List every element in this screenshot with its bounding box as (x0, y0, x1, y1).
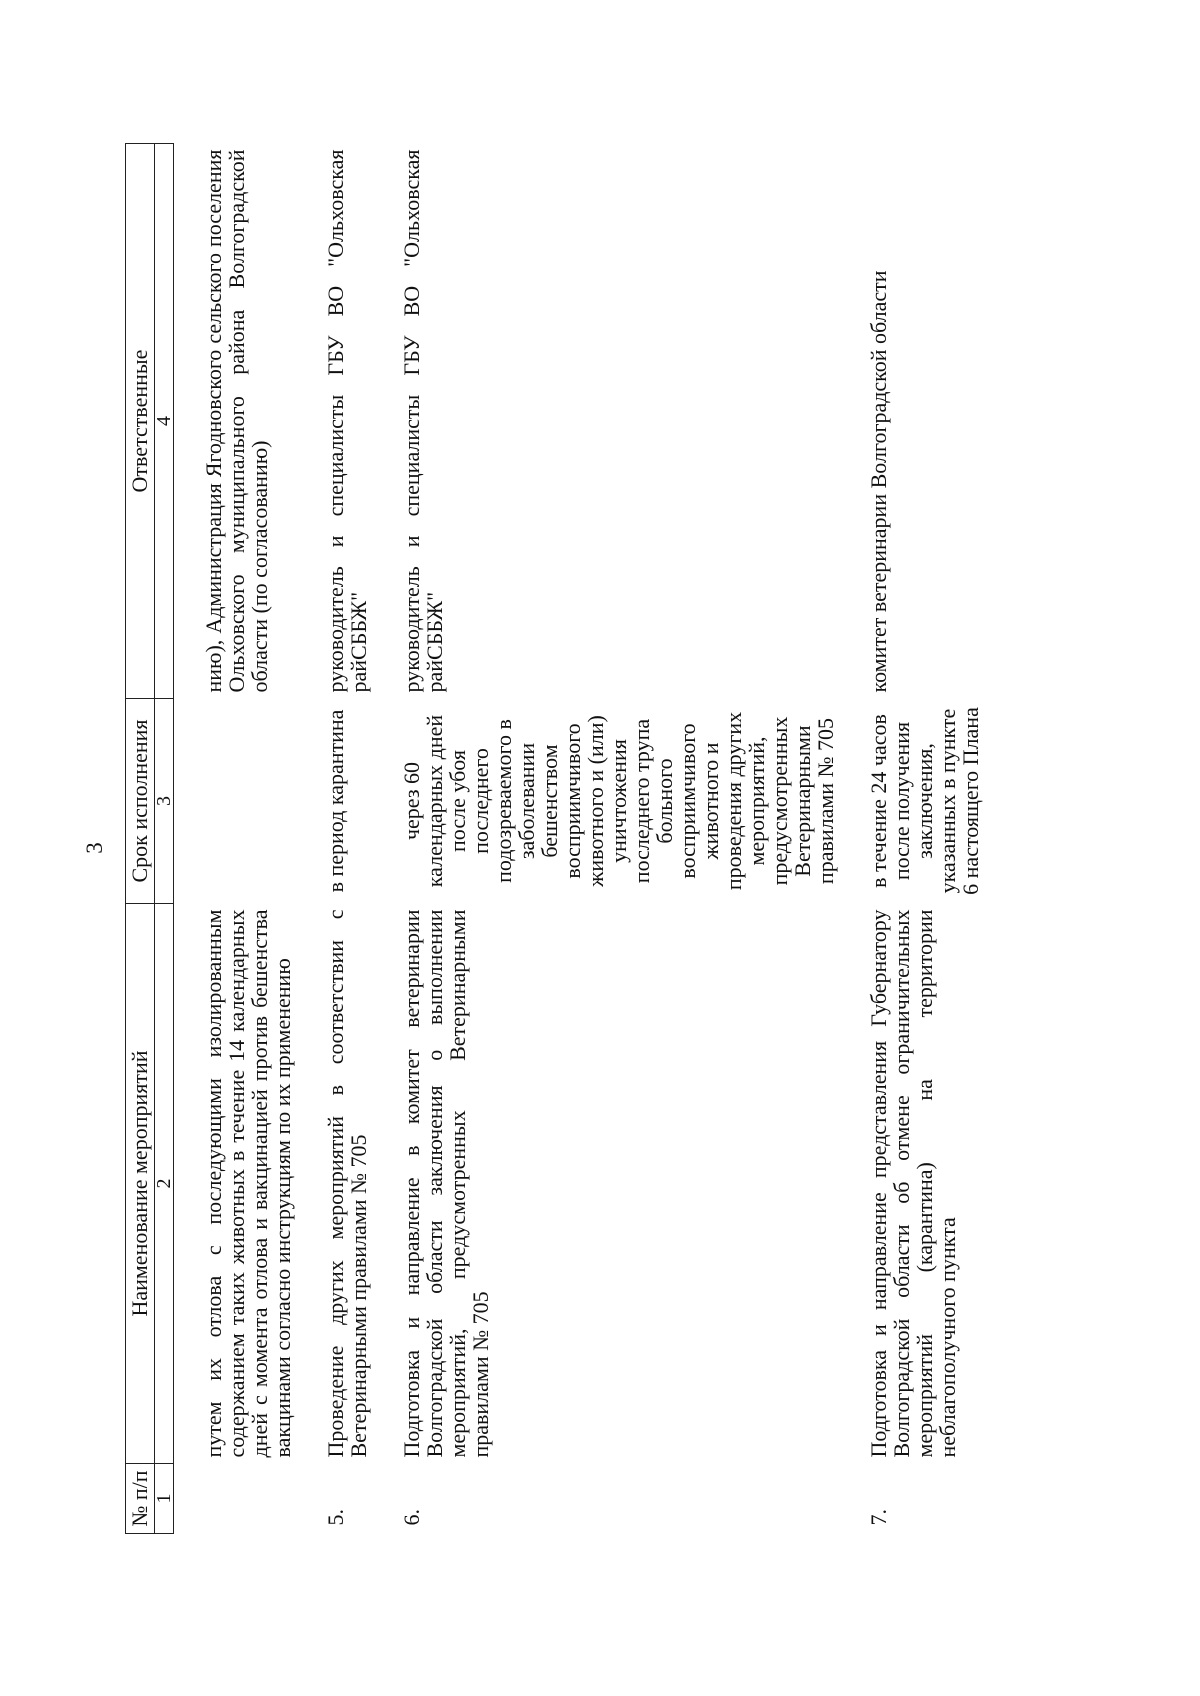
row-resp: нию), Администрация Ягодновского сельского поселения Ольховского муниципального района Волгоградской области (по согласованию) (201, 149, 272, 693)
table-row (294, 144, 370, 1534)
row-name: путем их отлова с последующими изолированным содержанием таких животных в течение 14 календарных дней с момента отлова и вакцинацией против бешенства вакцинами согласно инструкциям по их применению (201, 909, 295, 1458)
row-resp: руководитель и специалисты ГБУ ВО "Ольховская райСББЖ" (323, 149, 371, 693)
row-term: через 60 календарных дней после убоя последнего подозреваемого в заболевании бешенством восприимчивого животного и (или) уничтожения последнего трупа больного восприимчивого животного и проведения других мероприятий, предусмотренных Ветеринарными правилами № 705 (399, 711, 838, 891)
column-number: 1 (155, 1464, 174, 1534)
table-row (174, 144, 295, 1534)
header-term: Срок исполнения (126, 699, 155, 904)
column-number-row (155, 144, 174, 1534)
row-num: 7. (866, 1509, 891, 1526)
action-plan-table (125, 143, 982, 1534)
page-number: 3 (82, 842, 107, 854)
row-term: в период карантина (323, 709, 348, 893)
row-num: 6. (399, 1509, 424, 1526)
row-resp: комитет ветеринарии Волгоградской области (866, 270, 891, 693)
row-name: Подготовка и направление в комитет ветеринарии Волгоградской области заключения о выполнении мероприятий, предусмотренных Ветеринарными правилами № 705 (399, 909, 493, 1458)
table-header-row (126, 144, 155, 1534)
table-row (837, 144, 982, 1534)
column-number: 3 (155, 699, 174, 904)
column-number: 2 (155, 904, 174, 1464)
header-name: Наименование мероприятий (126, 904, 155, 1464)
row-num (174, 1464, 295, 1534)
row-name: Проведение других мероприятий в соответствии с Ветеринарными правилами № 705 (323, 909, 371, 1458)
header-num: № п/п (126, 1464, 155, 1534)
row-term: в течение 24 часов после получения заключения, указанных в пункте 6 настоящего Плана (866, 707, 983, 895)
row-name: Подготовка и направление представления Губернатору Волгоградской области об отмене ограничительных мероприятий (карантина) на территории неблагополучного пункта (866, 909, 960, 1458)
header-resp: Ответственные (126, 144, 155, 699)
table-row (370, 144, 837, 1534)
row-num: 5. (323, 1509, 348, 1526)
row-term (174, 699, 295, 904)
row-resp: руководитель и специалисты ГБУ ВО "Ольховская райСББЖ" (399, 149, 447, 693)
column-number: 4 (155, 144, 174, 699)
